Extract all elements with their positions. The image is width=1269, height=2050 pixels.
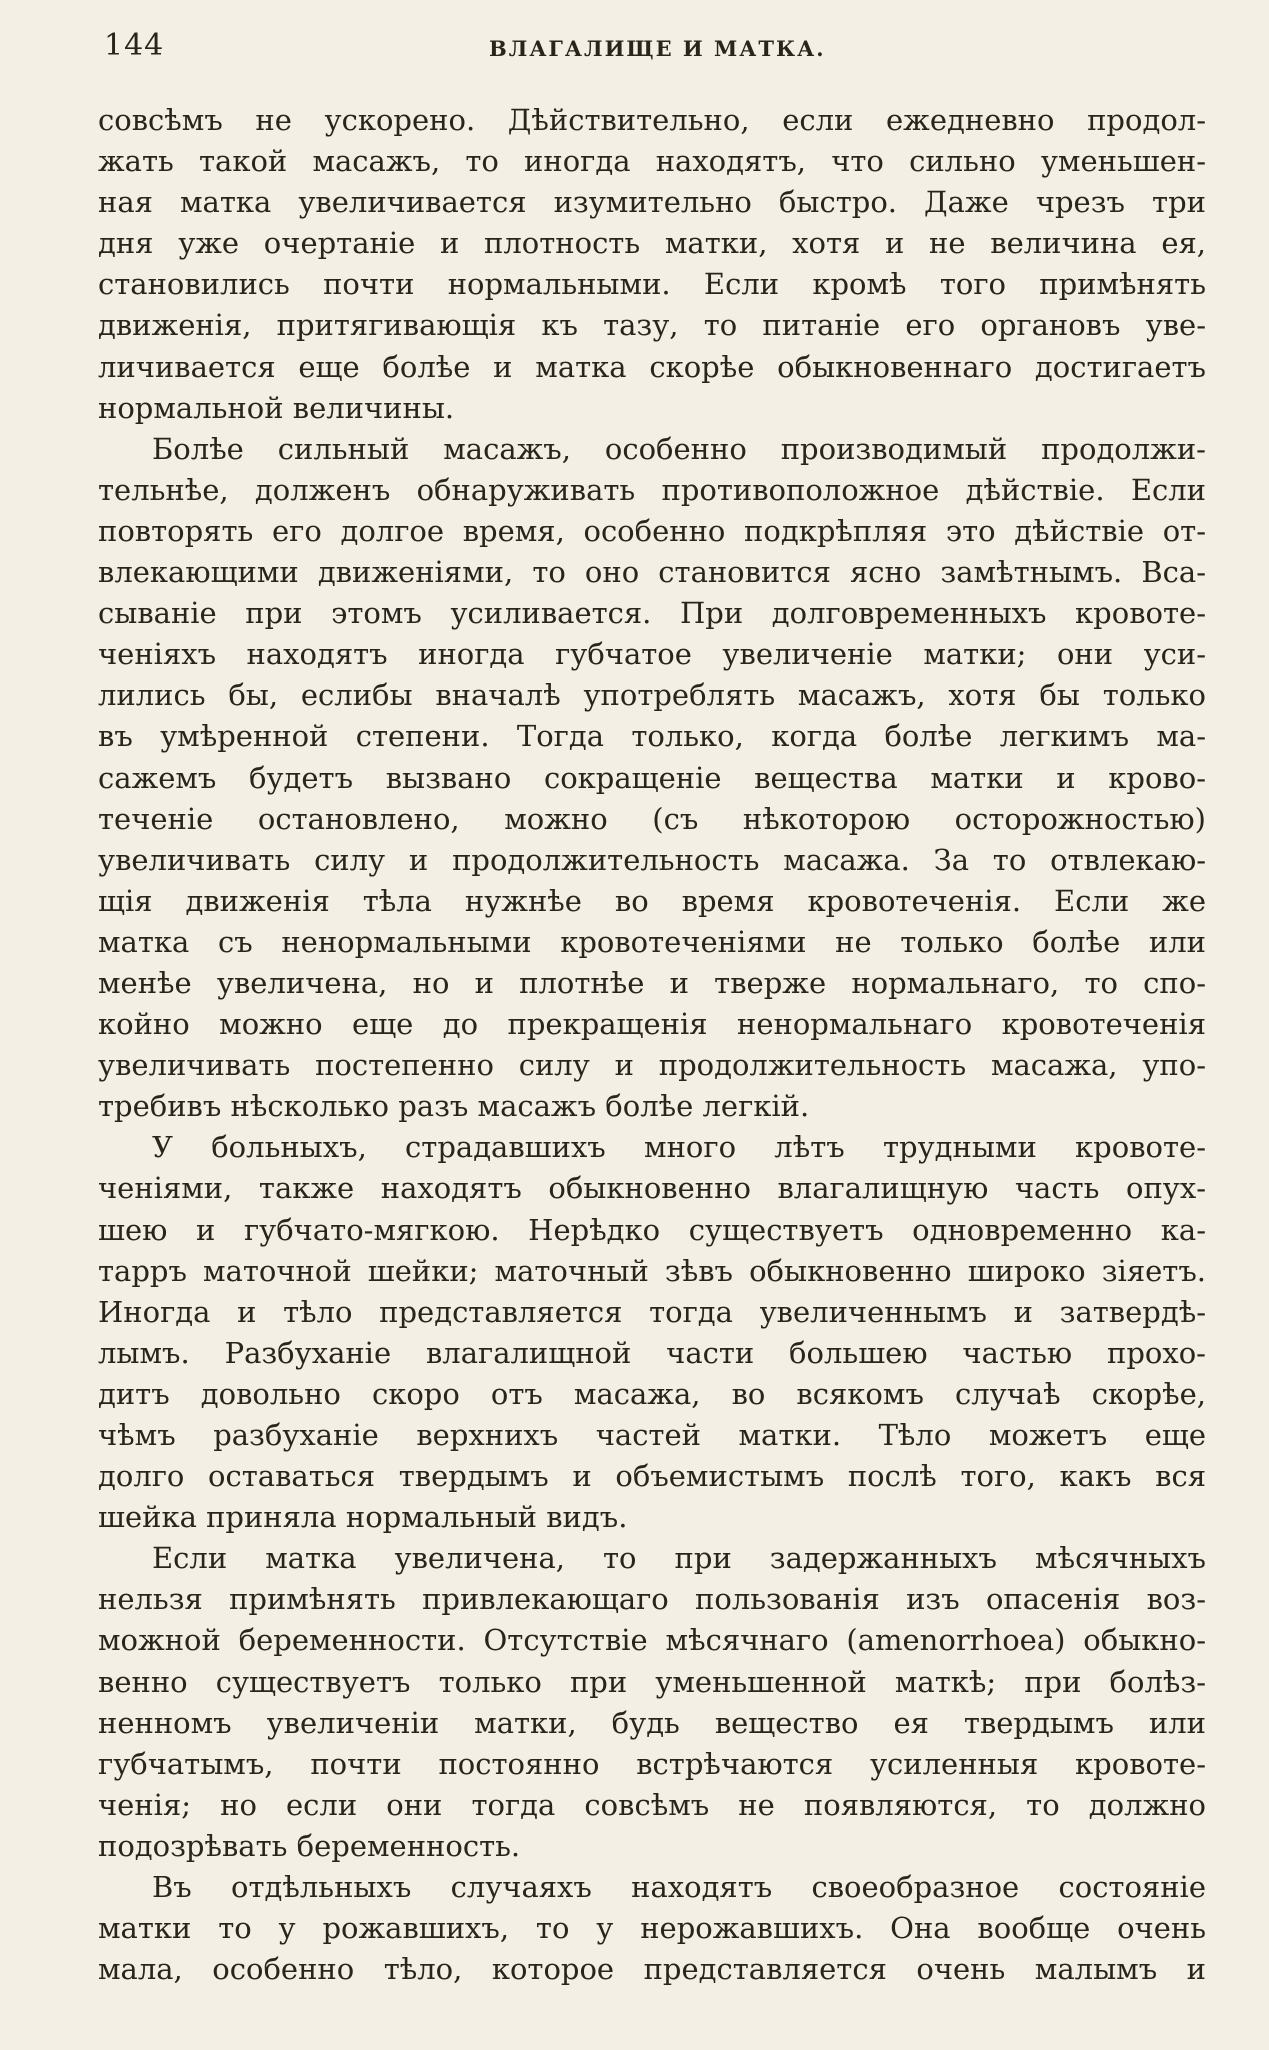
text-line: лились бы, еслибы вначалѣ употреблять масажъ, хотя бы только (98, 678, 1206, 713)
text-line: Если матка увеличена, то при задержанныхъ мѣсячныхъ (152, 1541, 1206, 1576)
paragraph (98, 1867, 1206, 1990)
text-line: матка съ ненормальными кровотеченіями не только болѣе или (98, 924, 1206, 959)
paragraph (98, 100, 1206, 429)
text-line: повторять его долгое время, особенно подкрѣпляя это дѣйствіе от- (98, 513, 1206, 548)
text-line: личивается еще болѣе и матка скорѣе обыкновеннаго достигаетъ (98, 349, 1206, 384)
running-head: ВЛАГАЛИЩЕ И МАТКА. (489, 36, 826, 61)
text-line: долго оставаться твердымъ и объемистымъ послѣ того, какъ вся (98, 1459, 1206, 1494)
text-line: нельзя примѣнять привлекающаго пользованія изъ опасенія воз- (98, 1582, 1206, 1617)
text-line: влекающими движеніями, то оно становится ясно замѣтнымъ. Вса- (98, 555, 1206, 590)
page-header (104, 28, 1204, 74)
page-number: 144 (104, 28, 165, 63)
text-line: сажемъ будетъ вызвано сокращеніе вещества матки и крово- (98, 760, 1206, 795)
text-line: лымъ. Разбуханіе влагалищной части большею частью прохо- (98, 1335, 1206, 1370)
text-line: требивъ нѣсколько разъ масажъ болѣе легкій. (98, 1089, 810, 1124)
text-line: дитъ довольно скоро отъ масажа, во всякомъ случаѣ скорѣе, (98, 1376, 1206, 1411)
text-line: тельнѣе, долженъ обнаруживать противоположное дѣйствіе. Если (98, 472, 1206, 507)
text-line: можной беременности. Отсутствіе мѣсячнаго (amenorrhoea) обыкно- (98, 1623, 1206, 1658)
text-line: увеличивать силу и продолжительность масажа. За то отвлекаю- (98, 842, 1206, 877)
text-line: ная матка увеличивается изумительно быстро. Даже чрезъ три (98, 185, 1206, 220)
text-line: ченіяхъ находятъ иногда губчатое увеличеніе матки; они уси- (98, 637, 1206, 672)
paragraph (98, 1127, 1206, 1538)
text-line: шею и губчато-мягкою. Нерѣдко существуетъ одновременно ка- (98, 1212, 1206, 1247)
text-line: тарръ маточной шейки; маточный зѣвъ обыкновенно широко зіяетъ. (98, 1253, 1206, 1288)
paragraph (98, 1538, 1206, 1867)
text-line: шейка приняла нормальный видъ. (98, 1500, 628, 1535)
text-line: щія движенія тѣла нужнѣе во время кровотеченія. Если же (98, 883, 1206, 918)
text-line: менѣе увеличена, но и плотнѣе и тверже нормальнаго, то спо- (98, 965, 1206, 1000)
text-line: нормальной величины. (98, 390, 455, 425)
text-line: Болѣе сильный масажъ, особенно производимый продолжи- (152, 431, 1206, 466)
body-text (98, 100, 1206, 1990)
text-line: У больныхъ, страдавшихъ много лѣтъ трудными кровоте- (152, 1130, 1206, 1165)
text-line: ченіями, также находятъ обыкновенно влагалищную часть опух- (98, 1171, 1206, 1206)
text-line: венно существуетъ только при уменьшенной маткѣ; при болѣз- (98, 1664, 1206, 1699)
text-line: въ умѣренной степени. Тогда только, когда болѣе легкимъ ма- (98, 719, 1206, 754)
text-line: койно можно еще до прекращенія ненормальнаго кровотеченія (98, 1007, 1206, 1042)
text-line: мала, особенно тѣло, которое представляется очень малымъ и (98, 1952, 1206, 1987)
text-line: Иногда и тѣло представляется тогда увеличеннымъ и затвердѣ- (98, 1294, 1206, 1329)
text-line: увеличивать постепенно силу и продолжительность масажа, упо- (98, 1048, 1206, 1083)
text-line: движенія, притягивающія къ тазу, то питаніе его органовъ уве- (98, 308, 1206, 343)
text-line: чѣмъ разбуханіе верхнихъ частей матки. Тѣло можетъ еще (98, 1418, 1206, 1452)
text-line: жать такой масажъ, то иногда находятъ, что сильно уменьшен- (98, 144, 1206, 179)
text-line: дня уже очертаніе и плотность матки, хотя и не величина ея, (98, 226, 1206, 261)
text-line: ненномъ увеличеніи матки, будь вещество ея твердымъ или (98, 1705, 1206, 1740)
text-line: губчатымъ, почти постоянно встрѣчаются усиленныя кровоте- (98, 1746, 1206, 1781)
text-line: ченія; но если они тогда совсѣмъ не появляются, то должно (98, 1787, 1206, 1822)
text-line: теченіе остановлено, можно (съ нѣкоторою осторожностью) (98, 801, 1206, 836)
text-line: сываніе при этомъ усиливается. При долговременныхъ кровоте- (98, 596, 1206, 631)
text-line: совсѣмъ не ускорено. Дѣйствительно, если ежедневно продол- (98, 103, 1206, 137)
text-line: подозрѣвать беременность. (98, 1828, 521, 1863)
text-line: матки то у рожавшихъ, то у нерожавшихъ. Она вообще очень (98, 1911, 1206, 1946)
text-line: Въ отдѣльныхъ случаяхъ находятъ своеобразное состояніе (152, 1870, 1206, 1905)
paragraph (98, 429, 1206, 1128)
text-line: становились почти нормальными. Если кромѣ того примѣнять (98, 267, 1206, 302)
